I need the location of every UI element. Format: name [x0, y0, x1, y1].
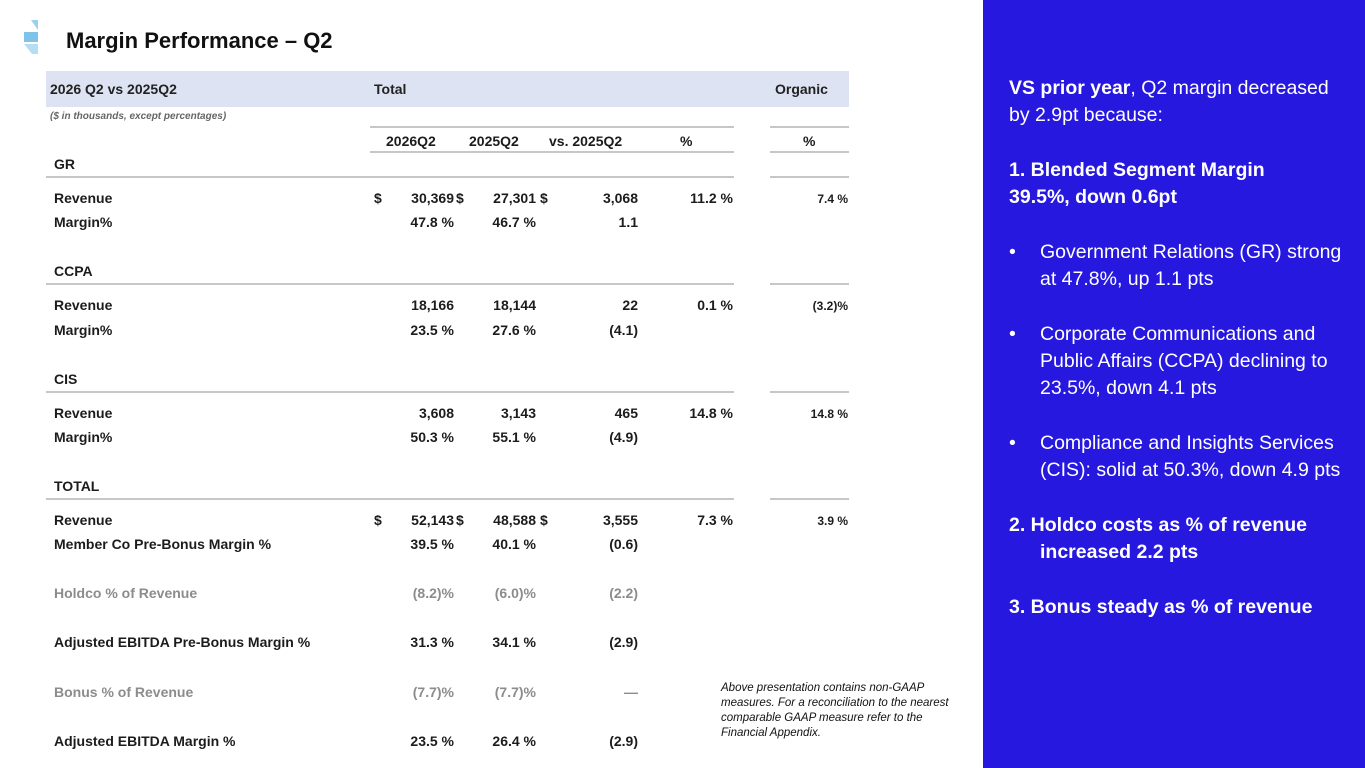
row-label-ebitda-prebonus: Adjusted EBITDA Pre-Bonus Margin % — [54, 634, 311, 650]
value-2026q2: 31.3 % — [410, 634, 454, 650]
header-organic: Organic — [775, 81, 828, 97]
value-2026q2: 52,143 — [411, 512, 454, 528]
section-rule-organic — [770, 498, 849, 500]
point-1-line-2: 39.5%, down 0.6pt — [1009, 186, 1177, 209]
intro-text — [1009, 75, 1349, 130]
value-change: 22 — [622, 297, 638, 313]
header-total: Total — [374, 81, 407, 97]
value-organic: (3.2)% — [812, 299, 848, 313]
section-rule-organic — [770, 176, 849, 178]
value-2026q2: 39.5 % — [410, 536, 454, 552]
value-change: (2.2) — [609, 585, 638, 601]
units-note: ($ in thousands, except percentages) — [50, 111, 227, 122]
value-pct: 14.8 % — [689, 405, 733, 421]
bullet-dot: • — [1009, 240, 1016, 263]
section-total: TOTAL — [54, 478, 100, 494]
bullet-text: Government Relations (GR) strong at 47.8%, up 1.1 pts — [1040, 240, 1342, 291]
col-header-2025q2: 2025Q2 — [469, 133, 519, 149]
value-2025q2: 55.1 % — [492, 429, 536, 445]
currency-sign: $ — [456, 512, 464, 528]
bullet-cis — [1009, 430, 1349, 485]
commentary-panel — [983, 0, 1365, 768]
currency-sign: $ — [540, 512, 548, 528]
column-rule-top — [370, 126, 734, 128]
organic-rule-top — [770, 126, 849, 128]
section-gr: GR — [54, 156, 75, 172]
value-2025q2: 48,588 — [493, 512, 536, 528]
intro-rest: , Q2 margin decreased by 2.9pt because: — [1009, 77, 1329, 127]
organic-rule-bottom — [770, 151, 849, 153]
value-2026q2: 18,166 — [411, 297, 454, 313]
row-label: Revenue — [54, 512, 113, 528]
section-cis: CIS — [54, 371, 78, 387]
row-label: Margin% — [54, 214, 113, 230]
section-rule — [46, 176, 734, 178]
value-pct: 11.2 % — [690, 190, 733, 206]
value-organic: 3.9 % — [817, 514, 848, 528]
value-2026q2: 30,369 — [411, 190, 454, 206]
value-pct: 7.3 % — [697, 512, 733, 528]
section-rule — [46, 391, 734, 393]
col-header-2026q2: 2026Q2 — [386, 133, 436, 149]
value-2025q2: 27,301 — [493, 190, 536, 206]
value-change: (4.1) — [609, 322, 638, 338]
bullet-dot: • — [1009, 322, 1016, 345]
value-2026q2: 50.3 % — [410, 429, 454, 445]
value-pct: 0.1 % — [697, 297, 733, 313]
value-organic: 7.4 % — [817, 192, 848, 206]
row-label: Revenue — [54, 297, 113, 313]
row-label: Margin% — [54, 322, 113, 338]
value-change: — — [624, 684, 638, 700]
currency-sign: $ — [374, 190, 382, 206]
currency-sign: $ — [540, 190, 548, 206]
value-2025q2: 27.6 % — [492, 322, 536, 338]
value-2025q2: 18,144 — [493, 297, 536, 313]
section-rule-organic — [770, 283, 849, 285]
margin-table — [46, 71, 849, 768]
currency-sign: $ — [456, 190, 464, 206]
point-3: 3. Bonus steady as % of revenue — [1009, 595, 1313, 618]
value-change: (2.9) — [609, 733, 638, 749]
logo-icon — [24, 20, 38, 56]
value-2026q2: (8.2)% — [412, 585, 454, 601]
non-gaap-footnote: Above presentation contains non-GAAP measures. For a reconciliation to the nearest comparable GAAP measure refer to the Financial Appendix. — [721, 682, 949, 739]
section-rule-organic — [770, 391, 849, 393]
row-label-holdco: Holdco % of Revenue — [54, 585, 198, 601]
value-2026q2: 23.5 % — [410, 322, 454, 338]
section-rule — [46, 498, 734, 500]
value-2025q2: 34.1 % — [492, 634, 536, 650]
row-label: Member Co Pre-Bonus Margin % — [54, 536, 272, 552]
row-label-ebitda-margin: Adjusted EBITDA Margin % — [54, 733, 236, 749]
value-change: 3,555 — [602, 512, 638, 528]
currency-sign: $ — [374, 512, 382, 528]
value-2025q2: 3,143 — [500, 405, 536, 421]
col-header-organic-pct: % — [803, 133, 816, 149]
row-label: Margin% — [54, 429, 113, 445]
slide-title: Margin Performance – Q2 — [66, 28, 333, 53]
value-change: 1.1 — [618, 214, 638, 230]
value-2025q2: 40.1 % — [492, 536, 536, 552]
point-1-line-1: 1. Blended Segment Margin — [1009, 158, 1265, 181]
section-ccpa: CCPA — [54, 263, 93, 279]
bullet-dot: • — [1009, 431, 1016, 454]
bullet-text: Compliance and Insights Services (CIS): solid at 50.3%, down 4.9 pts — [1040, 431, 1341, 482]
value-change: 465 — [614, 405, 638, 421]
value-2026q2: 47.8 % — [410, 214, 454, 230]
intro-bold: VS prior year — [1009, 77, 1131, 99]
value-organic: 14.8 % — [810, 407, 848, 421]
value-2026q2: 3,608 — [418, 405, 454, 421]
col-header-pct: % — [680, 133, 693, 149]
value-change: (2.9) — [609, 634, 638, 650]
row-label: Revenue — [54, 405, 113, 421]
value-2026q2: 23.5 % — [410, 733, 454, 749]
value-2025q2: 26.4 % — [492, 733, 536, 749]
value-change: (0.6) — [609, 536, 638, 552]
value-2026q2: (7.7)% — [412, 684, 454, 700]
value-change: (4.9) — [609, 429, 638, 445]
value-2025q2: (6.0)% — [494, 585, 536, 601]
point-2-line-1: 2. Holdco costs as % of revenue — [1009, 513, 1308, 536]
bullet-gr — [1009, 239, 1349, 294]
bullet-ccpa — [1009, 321, 1349, 403]
value-2025q2: 46.7 % — [492, 214, 536, 230]
column-rule-bottom — [370, 151, 734, 153]
value-change: 3,068 — [602, 190, 638, 206]
section-rule — [46, 283, 734, 285]
point-2-line-2: increased 2.2 pts — [1040, 541, 1199, 564]
col-header-vs: vs. 2025Q2 — [549, 133, 623, 149]
bullet-text: Corporate Communications and Public Affairs (CCPA) declining to 23.5%, down 4.1 pts — [1040, 322, 1328, 400]
header-period: 2026 Q2 vs 2025Q2 — [50, 81, 177, 97]
row-label-bonus: Bonus % of Revenue — [54, 684, 194, 700]
row-label: Revenue — [54, 190, 113, 206]
value-2025q2: (7.7)% — [494, 684, 536, 700]
